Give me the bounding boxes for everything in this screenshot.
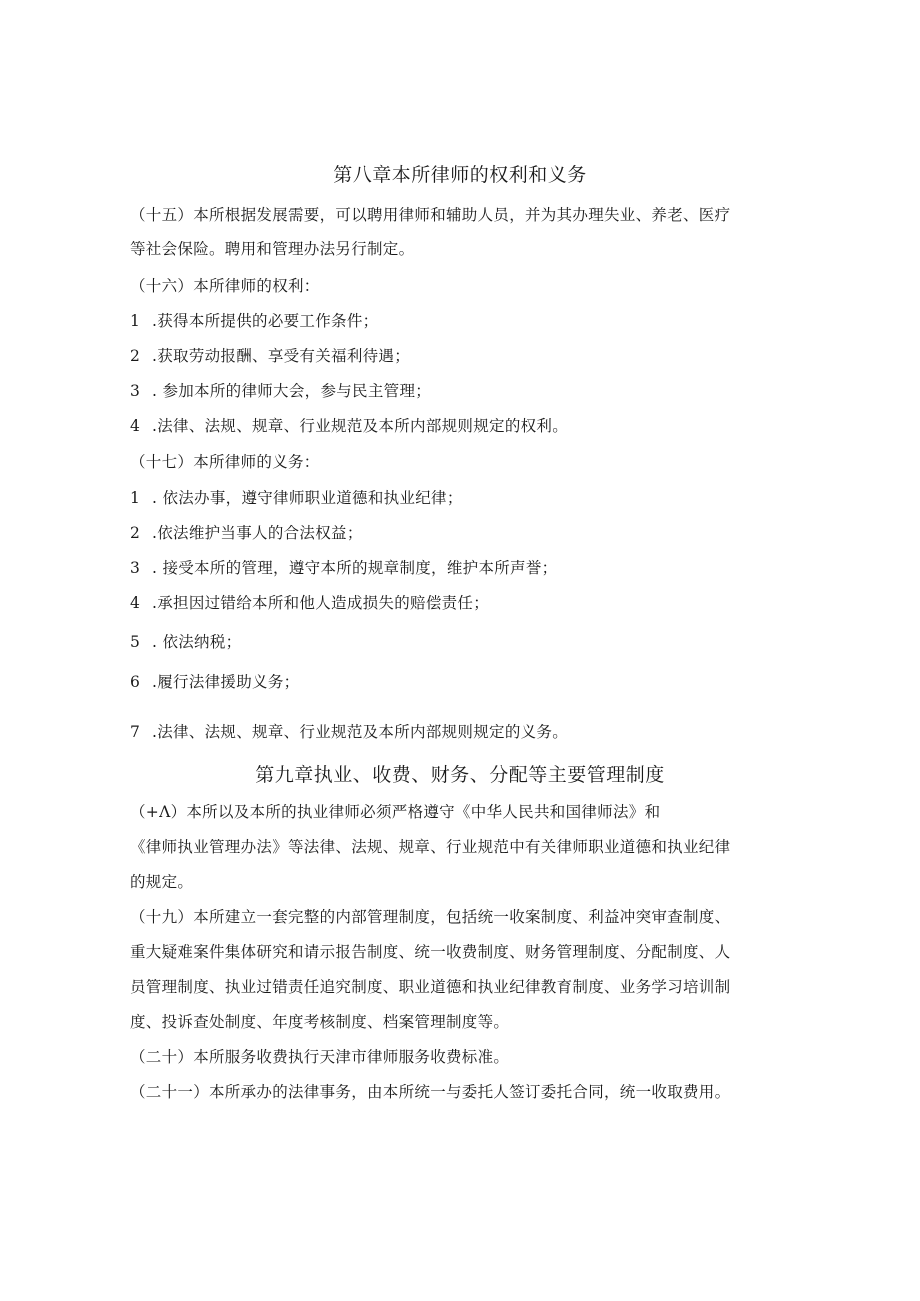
item-number: 3 — [130, 382, 141, 400]
article-16-item-2 — [130, 344, 410, 366]
article-16-item-4 — [130, 414, 568, 436]
item-text: .法律、法规、规章、行业规范及本所内部规则规定的义务。 — [152, 723, 569, 741]
item-text: . 接受本所的管理，遵守本所的规章制度，维护本所声誉； — [152, 559, 558, 577]
item-number: 1 — [130, 489, 141, 507]
item-text: .承担因过错给本所和他人造成损失的赔偿责任； — [152, 594, 490, 612]
item-number: 4 — [130, 417, 141, 435]
item-text: .获得本所提供的必要工作条件； — [152, 312, 379, 330]
article-16-heading: （十六）本所律师的权利： — [130, 277, 320, 295]
item-text: . 依法办事，遵守律师职业道德和执业纪律； — [152, 489, 463, 507]
article-16-item-3 — [130, 379, 431, 401]
article-18-line-3: 的规定。 — [130, 873, 194, 891]
item-text: .法律、法规、规章、行业规范及本所内部规则规定的权利。 — [152, 417, 569, 435]
item-text: .履行法律援助义务； — [152, 673, 300, 691]
article-18-line-2: 《律师执业管理办法》等法律、法规、规章、行业规范中有关律师职业道德和执业纪律 — [130, 838, 731, 856]
chapter-8-title: 第八章本所律师的权利和义务 — [333, 164, 587, 186]
item-number: 6 — [130, 673, 141, 691]
article-21: （二十一）本所承办的法律事务，由本所统一与委托人签订委托合同，统一收取费用。 — [130, 1083, 731, 1101]
article-16-item-1 — [130, 309, 378, 331]
article-20: （二十）本所服务收费执行天津市律师服务收费标准。 — [130, 1048, 510, 1066]
item-number: 7 — [130, 723, 141, 741]
article-17-item-2 — [130, 521, 363, 543]
item-number: 5 — [130, 633, 141, 651]
item-number: 1 — [130, 312, 141, 330]
article-15-line-2: 等社会保险。聘用和管理办法另行制定。 — [130, 240, 415, 258]
item-number: 3 — [130, 559, 141, 577]
article-19-line-1: （十九）本所建立一套完整的内部管理制度，包括统一收案制度、利益冲突审查制度、 — [130, 908, 731, 926]
item-number: 2 — [130, 524, 141, 542]
article-17-item-6 — [130, 670, 299, 692]
item-text: .依法维护当事人的合法权益； — [152, 524, 363, 542]
article-17-item-5 — [130, 630, 241, 652]
item-number: 4 — [130, 594, 141, 612]
article-17-item-3 — [130, 556, 557, 578]
item-text: .获取劳动报酬、享受有关福利待遇； — [152, 347, 411, 365]
item-number: 2 — [130, 347, 141, 365]
article-15-line-1: （十五）本所根据发展需要，可以聘用律师和辅助人员，并为其办理失业、养老、医疗 — [130, 206, 731, 224]
article-17-item-4 — [130, 591, 489, 613]
article-19-line-3: 员管理制度、执业过错责任追究制度、职业道德和执业纪律教育制度、业务学习培训制 — [130, 978, 731, 996]
article-19-line-2: 重大疑难案件集体研究和请示报告制度、统一收费制度、财务管理制度、分配制度、人 — [130, 943, 731, 961]
article-17-item-1 — [130, 486, 463, 508]
article-17-heading: （十七）本所律师的义务： — [130, 453, 320, 471]
chapter-9-title: 第九章执业、收费、财务、分配等主要管理制度 — [255, 764, 665, 786]
article-17-item-7 — [130, 720, 568, 742]
article-19-line-4: 度、投诉查处制度、年度考核制度、档案管理制度等。 — [130, 1013, 510, 1031]
item-text: . 依法纳税； — [152, 633, 242, 651]
item-text: . 参加本所的律师大会，参与民主管理； — [152, 382, 432, 400]
article-18-line-1: （+Λ）本所以及本所的执业律师必须严格遵守《中华人民共和国律师法》和 — [130, 803, 661, 821]
